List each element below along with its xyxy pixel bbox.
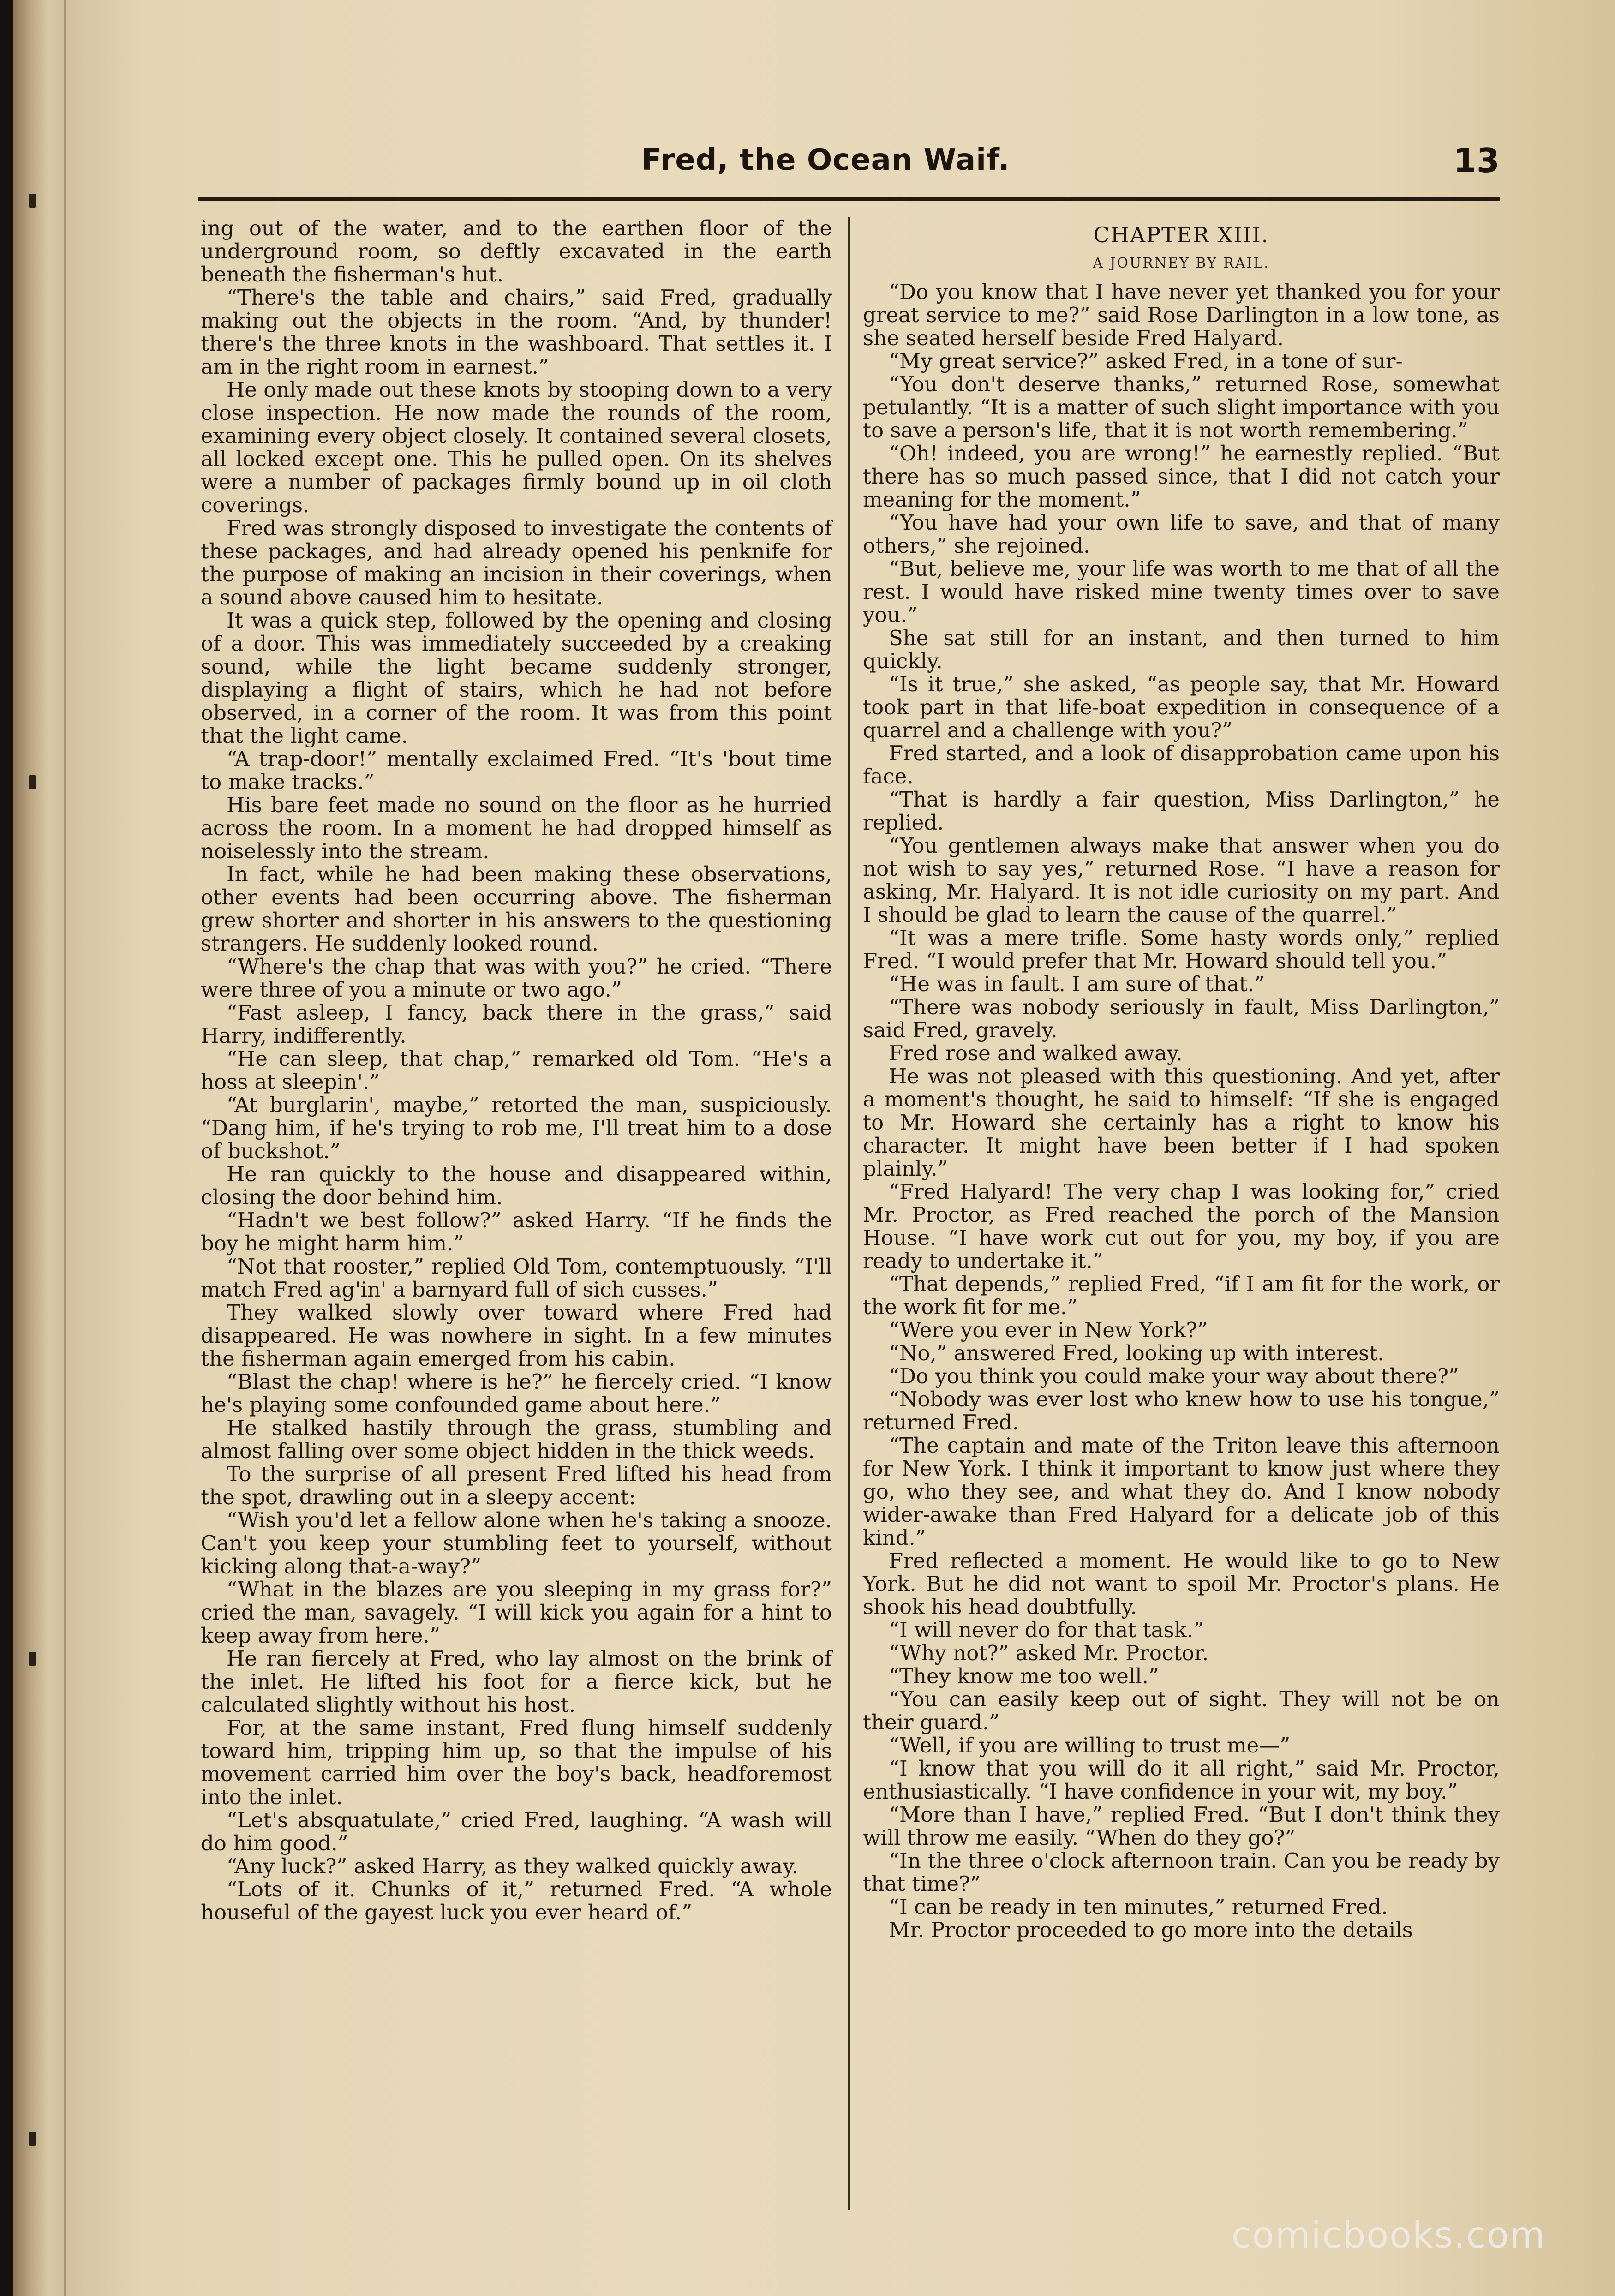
paragraph: “Were you ever in New York?” [889, 1318, 1208, 1342]
binding-stitch [29, 1652, 36, 1666]
paragraph: “That depends,” replied Fred, “if I am fit for the work, or the work fit for me.” [863, 1272, 1500, 1319]
paragraph: It was a quick step, followed by the opening and closing of a door. This was immediately succeeded by a creaking sound, while the light became suddenly stronger, displaying a flight of stairs, which he had not before observed, in a corner of the room. It was from this point that the light came. [201, 608, 832, 748]
page-number: 13 [1453, 141, 1500, 180]
paragraph: “He can sleep, that chap,” remarked old Tom. “He's a hoss at sleepin'.” [201, 1046, 832, 1094]
paragraph: “Fast asleep, I fancy, back there in the grass,” said Harry, indifferently. [201, 1000, 832, 1048]
paragraph: Fred rose and walked away. [889, 1041, 1183, 1065]
header-rule [198, 197, 1500, 201]
paragraph: “What in the blazes are you sleeping in my grass for?” cried the man, savagely. “I will kick you again for a hint to keep away from here.” [201, 1577, 832, 1648]
chapter-subtitle: A JOURNEY BY RAIL. [1093, 255, 1270, 271]
paragraph: “No,” answered Fred, looking up with interest. [889, 1341, 1384, 1365]
paragraph: He only made out these knots by stooping down to a very close inspection. He now made the rounds of the room, examining every object closely. It contained several closets, all locked except one. This he pulled open. On its shelves were a number of packages firmly bound up in oil cloth coverings. [201, 377, 832, 517]
paragraph: “There was nobody seriously in fault, Miss Darlington,” said Fred, gravely. [863, 995, 1500, 1042]
paragraph: ing out of the water, and to the earthen floor of the underground room, so deftly excavated in the earth beneath the fisherman's hut. [201, 216, 832, 287]
paragraph: “Do you know that I have never yet thanked you for your great service to me?” said Rose Darlington in a low tone, as she seated herself beside Fred Halyard. [863, 280, 1500, 350]
paragraph: “I know that you will do it all right,” said Mr. Proctor, enthusiastically. “I have confidence in your wit, my boy.” [863, 1756, 1500, 1804]
paragraph: “At burglarin', maybe,” retorted the man, suspiciously. “Dang him, if he's trying to rob me, I'll treat him to a dose of buckshot.” [201, 1093, 832, 1163]
paragraph: “Nobody was ever lost who knew how to use his tongue,” returned Fred. [863, 1387, 1500, 1435]
page-header [198, 125, 1500, 194]
paragraph: “Hadn't we best follow?” asked Harry. “If he finds the boy he might harm him.” [201, 1208, 832, 1256]
chapter-title: CHAPTER XIII. [1093, 222, 1269, 247]
paragraph: He ran quickly to the house and disappeared within, closing the door behind him. [201, 1162, 832, 1209]
paragraph: He ran fiercely at Fred, who lay almost on the brink of the inlet. He lifted his foot for a fierce kick, but he calculated slightly without his host. [201, 1646, 832, 1717]
paragraph: “In the three o'clock afternoon train. Can you be ready by that time?” [863, 1848, 1500, 1896]
paragraph: He stalked hastily through the grass, stumbling and almost falling over some object hidden in the thick weeds. [201, 1416, 832, 1463]
watermark: comicbooks.com [1231, 2215, 1546, 2256]
paragraph: “Blast the chap! where is he?” he fiercely cried. “I know he's playing some confounded game about here.” [201, 1369, 832, 1417]
binding-stitch [29, 775, 36, 789]
paragraph: For, at the same instant, Fred flung himself suddenly toward him, tripping him up, so that the impulse of his movement carried him over the boy's back, headforemost into the inlet. [201, 1716, 832, 1809]
paragraph: “You can easily keep out of sight. They will not be on their guard.” [863, 1687, 1500, 1734]
paragraph: “Any luck?” asked Harry, as they walked quickly away. [227, 1854, 798, 1878]
paragraph: To the surprise of all present Fred lifted his head from the spot, drawling out in a sleepy accent: [201, 1462, 832, 1509]
paragraph: “Not that rooster,” replied Old Tom, contemptuously. “I'll match Fred ag'in' a barnyard full of sich cusses.” [201, 1254, 832, 1302]
paragraph: “They know me too well.” [889, 1664, 1159, 1688]
left-text-column [201, 217, 832, 1924]
paragraph: “You have had your own life to save, and that of many others,” she rejoined. [863, 510, 1500, 558]
paragraph: “More than I have,” replied Fred. “But I don't think they will throw me easily. “When do they go?” [863, 1802, 1500, 1850]
paragraph: “He was in fault. I am sure of that.” [889, 972, 1265, 996]
paragraph: “Lots of it. Chunks of it,” returned Fred. “A whole houseful of the gayest luck you ever heard of.” [201, 1877, 832, 1925]
paragraph: “It was a mere trifle. Some hasty words only,” replied Fred. “I would prefer that Mr. Howard should tell you.” [863, 926, 1500, 973]
paragraph: “Wish you'd let a fellow alone when he's taking a snooze. Can't you keep your stumbling feet to yourself, without kicking along that-a-way?” [201, 1508, 832, 1578]
paragraph: “Let's absquatulate,” cried Fred, laughing. “A wash will do him good.” [201, 1808, 832, 1855]
paragraph: They walked slowly over toward where Fred had disappeared. He was nowhere in sight. In a few minutes the fisherman again emerged from his cabin. [201, 1300, 832, 1371]
paragraph: “You gentlemen always make that answer when you do not wish to say yes,” returned Rose. “I have a reason for asking, Mr. Halyard. It is not idle curiosity on my part. And I should be glad to learn the cause of the quarrel.” [863, 833, 1500, 927]
paragraph: “Is it true,” she asked, “as people say, that Mr. Howard took part in that life-boat expedition in consequence of a quarrel and a challenge with you?” [863, 672, 1500, 742]
paragraph: Fred was strongly disposed to investigate the contents of these packages, and had already opened his penknife for the purpose of making an incision in their coverings, when a sound above caused him to hesitate. [201, 516, 832, 610]
paragraph: “You don't deserve thanks,” returned Rose, somewhat petulantly. “It is a matter of such slight importance with you to save a person's life, that it is not worth remembering.” [863, 372, 1500, 442]
paragraph: Mr. Proctor proceeded to go more into the details [889, 1918, 1413, 1942]
paragraph: “I will never do for that task.” [889, 1618, 1204, 1642]
binding-stitch [29, 194, 36, 208]
column-divider [848, 217, 850, 2210]
paragraph: Fred started, and a look of disapprobation came upon his face. [863, 741, 1500, 789]
paragraph: “The captain and mate of the Triton leave this afternoon for New York. I think it important to know just where they go, who they see, and what they do. And I know nobody wider-awake than Fred Halyard for a delicate job of this kind.” [863, 1433, 1500, 1550]
paragraph: “There's the table and chairs,” said Fred, gradually making out the objects in the room. “And, by thunder! there's the three knots in the washboard. That settles it. I am in the right room in earnest.” [201, 285, 832, 379]
paragraph: “Do you think you could make your way about there?” [889, 1364, 1459, 1388]
running-title: Fred, the Ocean Waif. [641, 143, 1010, 177]
paragraph: He was not pleased with this questioning. And yet, after a moment's thought, he said to himself: “If she is engaged to Mr. Howard she certainly has a right to know his character. It might have been better if I had spoken plainly.” [863, 1064, 1500, 1181]
paragraph: “A trap-door!” mentally exclaimed Fred. “It's 'bout time to make tracks.” [201, 747, 832, 794]
paragraph: Fred reflected a moment. He would like to go to New York. But he did not want to spoil Mr. Proctor's plans. He shook his head doubtfully. [863, 1549, 1500, 1619]
paragraph: “Well, if you are willing to trust me—” [889, 1733, 1291, 1758]
paragraph: “Why not?” asked Mr. Proctor. [889, 1641, 1209, 1665]
right-text-column [863, 217, 1500, 1942]
book-binding [13, 0, 64, 2296]
paragraph: “Oh! indeed, you are wrong!” he earnestly replied. “But there has so much passed since, that I did not catch your meaning for the moment.” [863, 441, 1500, 512]
paragraph: “That is hardly a fair question, Miss Darlington,” he replied. [863, 787, 1500, 835]
paragraph: “But, believe me, your life was worth to me that of all the rest. I would have risked mine twenty times over to save you.” [863, 556, 1500, 627]
paragraph: “I can be ready in ten minutes,” returned Fred. [889, 1895, 1388, 1919]
page-edge [64, 0, 66, 2296]
paragraph: “Fred Halyard! The very chap I was looking for,” cried Mr. Proctor, as Fred reached the porch of the Mansion House. “I have work cut out for you, my boy, if you are ready to undertake it.” [863, 1179, 1500, 1273]
paragraph: His bare feet made no sound on the floor as he hurried across the room. In a moment he had dropped himself as noiselessly into the stream. [201, 793, 832, 863]
binding-stitch [29, 2132, 36, 2146]
paragraph: She sat still for an instant, and then turned to him quickly. [863, 626, 1500, 673]
paragraph: In fact, while he had been making these observations, other events had been occurring above. The fisherman grew shorter and shorter in his answers to the questioning strangers. He suddenly looked round. [201, 862, 832, 956]
paragraph: “Where's the chap that was with you?” he cried. “There were three of you a minute or two ago.” [201, 954, 832, 1002]
paragraph: “My great service?” asked Fred, in a tone of sur- [889, 349, 1403, 373]
